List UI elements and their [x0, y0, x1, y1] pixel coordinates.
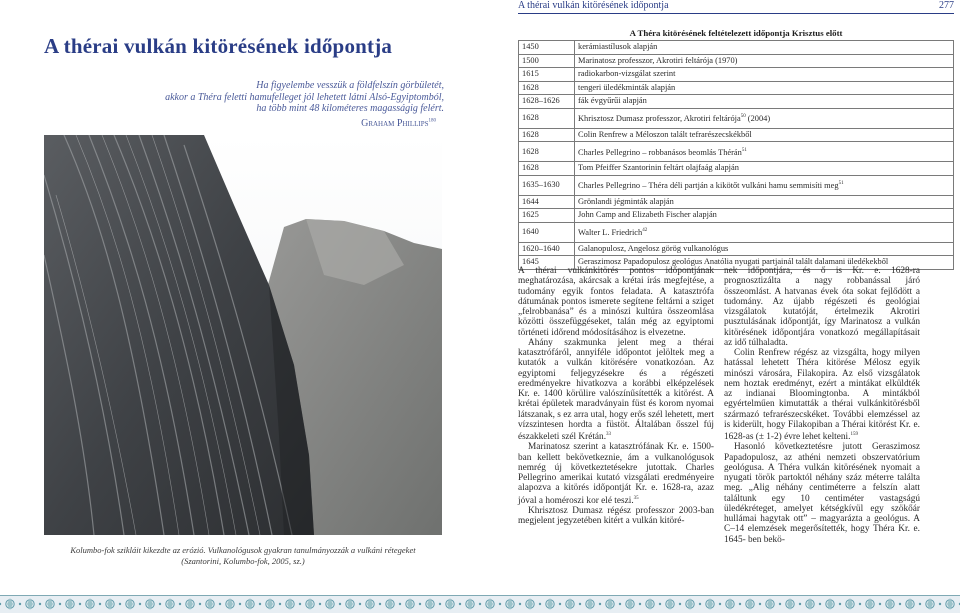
decorative-border [0, 595, 960, 613]
description-text: Colin Renfrew a Méloszon talált tefrarészecskékből [578, 129, 752, 139]
description-cell [575, 68, 954, 82]
paragraph [724, 348, 920, 442]
paragraph-text: A thérai vulkánkitörés pontos időpontjának meghatározása, akárcsak a krétai írás megfejtése, a tudomány egyik fontos feladata. A katasztrófa dátumának pontos ismerete segítene feltárni a sziget „felrobbanása” és a minószi kultúra összeomlása közötti összefüggéseket, talán még az egyiptomi történeti időrend módosításához is elvezetne. [518, 266, 714, 338]
footnote-marker: 180 [428, 118, 436, 124]
description-text: tengeri üledékminták alapján [578, 82, 676, 92]
paragraph [724, 266, 920, 348]
caption-line: (Szantorini, Kolumbo-fok, 2005, sz.) [181, 556, 305, 566]
year-cell: 1625 [519, 209, 575, 223]
year-cell: 1628 [519, 162, 575, 176]
paragraph [518, 442, 714, 506]
chapter-title: A thérai vulkán kitörésének időpontja [44, 34, 393, 58]
table-row [519, 175, 954, 195]
epigraph-line: ha több mint 48 kilométeres magasságig felért. [256, 103, 444, 114]
table-caption: A Théra kitörésének feltételezett időpontja Krisztus előtt [629, 28, 843, 38]
description-cell [575, 108, 954, 128]
eruption-dates-table [518, 28, 954, 270]
description-text: Walter L. Friedrich [578, 227, 643, 237]
table-row [519, 54, 954, 68]
description-cell [575, 162, 954, 176]
description-text: Charles Pellegrino – robbanásos beomlás Thérán [578, 147, 742, 157]
description-cell [575, 195, 954, 209]
footnote-marker: 42 [642, 228, 648, 234]
year-cell: 1628 [519, 142, 575, 162]
epigraph-line: akkor a Théra feletti hamufelleget jól lehetett látni Alsó-Egyiptomból, [165, 91, 444, 103]
description-suffix: (2004) [745, 113, 771, 123]
description-cell [575, 242, 954, 256]
caption-line: Kolumbo-fok szikláit kikezdte az erózió. Vulkanológusok gyakran tanulmányozzák a vulkáni rétegeket [70, 545, 416, 555]
table-row [519, 142, 954, 162]
description-cell [575, 142, 954, 162]
table-row [519, 162, 954, 176]
epigraph-line: Ha figyelembe vesszük a földfelszín görbületét, [256, 80, 444, 91]
description-text: Khrisztosz Dumasz professzor, Akrotiri feltárója [578, 113, 741, 123]
table-row [519, 81, 954, 95]
footnote-marker: 51 [838, 181, 844, 187]
year-cell: 1450 [519, 41, 575, 55]
table-row [519, 41, 954, 55]
description-cell [575, 222, 954, 242]
year-cell: 1644 [519, 195, 575, 209]
description-text: John Camp and Elizabeth Fischer alapján [578, 210, 717, 220]
description-text: Marinatosz professzor, Akrotiri feltárója (1970) [578, 55, 738, 65]
paragraph-text: Marinatosz szerint a katasztrófának Kr. e. 1500-ban kellett bekövetkeznie, ám a vulkanológusok nemrég új következtetésekre jutottak. Charles Pellegrino amerikai kutató vizsgálati eredményeire alapozva a kitörés időpontját Kr. e. 1628-ra, azaz jóval a homéroszi kor elé teszi. [518, 442, 714, 506]
description-cell [575, 81, 954, 95]
year-cell: 1500 [519, 54, 575, 68]
description-text: Geraszimosz Papadopulosz geológus Anatólia nyugati partjainál talált dalamani üledékekből [578, 257, 889, 267]
description-text: Galanopulosz, Angelosz görög vulkanológus [578, 243, 729, 253]
epigraph [144, 80, 444, 115]
epigraph-author [361, 118, 436, 129]
page-number: 277 [939, 0, 954, 11]
year-cell: 1635–1630 [519, 175, 575, 195]
paragraph-text: nek időpontjára, és ő is Kr. e. 1628-ra prognosztizálta a nagy robbanással járó összeomlást. A hatvanas évek óta sokat fejlődött a tudomány. Az újabb régészeti és geológiai vizsgálatok kutatóját, értelmezik Akrotiri pusztulásának időpontját, így Marinatosz a vulkán kitörésének időpontjára vonatkozó megállapításait az idő túlhaladta. [724, 266, 920, 348]
table-row [519, 222, 954, 242]
running-head-title: A thérai vulkán kitörésének időpontja [518, 0, 669, 11]
footnote-marker: 50 [740, 114, 746, 120]
paragraph [518, 266, 714, 338]
description-cell [575, 128, 954, 142]
year-cell: 1640 [519, 222, 575, 242]
right-page [480, 0, 960, 613]
paragraph [724, 442, 920, 545]
footnote-marker: 159 [850, 432, 858, 437]
table-row [519, 68, 954, 82]
table-row [519, 95, 954, 109]
description-text: Charles Pellegrino – Théra déli partján a kikötőt vulkáni hamu semmisíti meg [578, 180, 839, 190]
text-column-1 [518, 266, 714, 526]
year-cell: 1615 [519, 68, 575, 82]
year-cell: 1628 [519, 128, 575, 142]
photo-caption [44, 545, 442, 567]
description-text: radiokarbon-vizsgálat szerint [578, 69, 676, 79]
description-text: kerámiastílusok alapján [578, 42, 658, 52]
footnote-marker: 35 [633, 495, 639, 501]
year-cell: 1645 [519, 256, 575, 270]
description-cell [575, 95, 954, 109]
year-cell: 1628 [519, 108, 575, 128]
year-cell: 1628–1626 [519, 95, 575, 109]
description-cell [575, 209, 954, 223]
description-cell [575, 41, 954, 55]
description-cell [575, 54, 954, 68]
table-row [519, 108, 954, 128]
footnote-marker: 33 [606, 432, 612, 437]
description-cell [575, 175, 954, 195]
running-head [518, 0, 954, 14]
description-text: Tom Pfeiffer Szantorinin feltárt olajfaág alapján [578, 163, 739, 173]
description-text: fák évgyűrűi alapján [578, 96, 647, 106]
paragraph [518, 338, 714, 443]
year-cell: 1628 [519, 81, 575, 95]
table-row [519, 195, 954, 209]
volcanic-cliff-photo [44, 135, 442, 535]
paragraph-text: Hasonló következtetésre jutott Geraszimosz Papadopulosz, az athéni nemzeti obszervatórium geológusa. A Théra vulkán kitörésének nyomait a nyugati török partoktól néhány száz méterre találta meg. „Alig néhány centiméterre a felszín alatt találtunk egy 10 centiméter vastagságú üledékréteget, amelyet kétségkívül egy szökőár hullámai hagytak ott” – magyarázta a geológus. A C–14 elemzések megerősítették, hogy Théra Kr. e. 1645- ben bekö- [724, 442, 920, 545]
paragraph-text: Khrisztosz Dumasz régész professzor 2003-ban megjelent jegyzetében kitért a vulkán kitöré- [518, 505, 714, 527]
table-row [519, 128, 954, 142]
table-row [519, 209, 954, 223]
text-column-2 [724, 266, 920, 545]
paragraph-text: Colin Renfrew régész az vizsgálta, hogy milyen hatással lehetett Théra kitörése Mélosz egyik minószi városára, Filakopira. Az első vizsgálatok nem hoztak eredményt, ezért a mintákat elküldték az indianai Bloomingtonba. A mintákból egyértelműen kimutatták a thérai vulkánkitörésből származó tefrarészecskéket. További elemzéssel az is kiderült, hogy Filakopiban a Thérai kitörést Kr. e. 1628-as (± 1-2) évre lehet kelteni. [724, 348, 920, 443]
year-cell: 1620–1640 [519, 242, 575, 256]
epigraph-author-name: Graham Phillips [361, 118, 429, 129]
table-row [519, 242, 954, 256]
footnote-marker: 51 [741, 147, 747, 153]
paragraph [518, 506, 714, 527]
description-text: Grönlandi jégminták alapján [578, 196, 674, 206]
paragraph-text: Ahány szakmunka jelent meg a thérai katasztrófáról, annyiféle időpontot jelöltek meg a kutatók a vulkán kitörésére vonatkozóan. Az egyiptomi feljegyzésekre és a régészeti eredményekre hivatkozva a korábbi elképzelések Kr. e. 1400 körülire valószínűsítették a kitörést. A krétai épületek maradványain füst és korom nyomai látszanak, s ez arra utal, hogy erős szél lehetett, mert vízszintesen hordta a füstöt. Általában ősszel fúj északkeleti szél Krétán. [518, 337, 714, 443]
